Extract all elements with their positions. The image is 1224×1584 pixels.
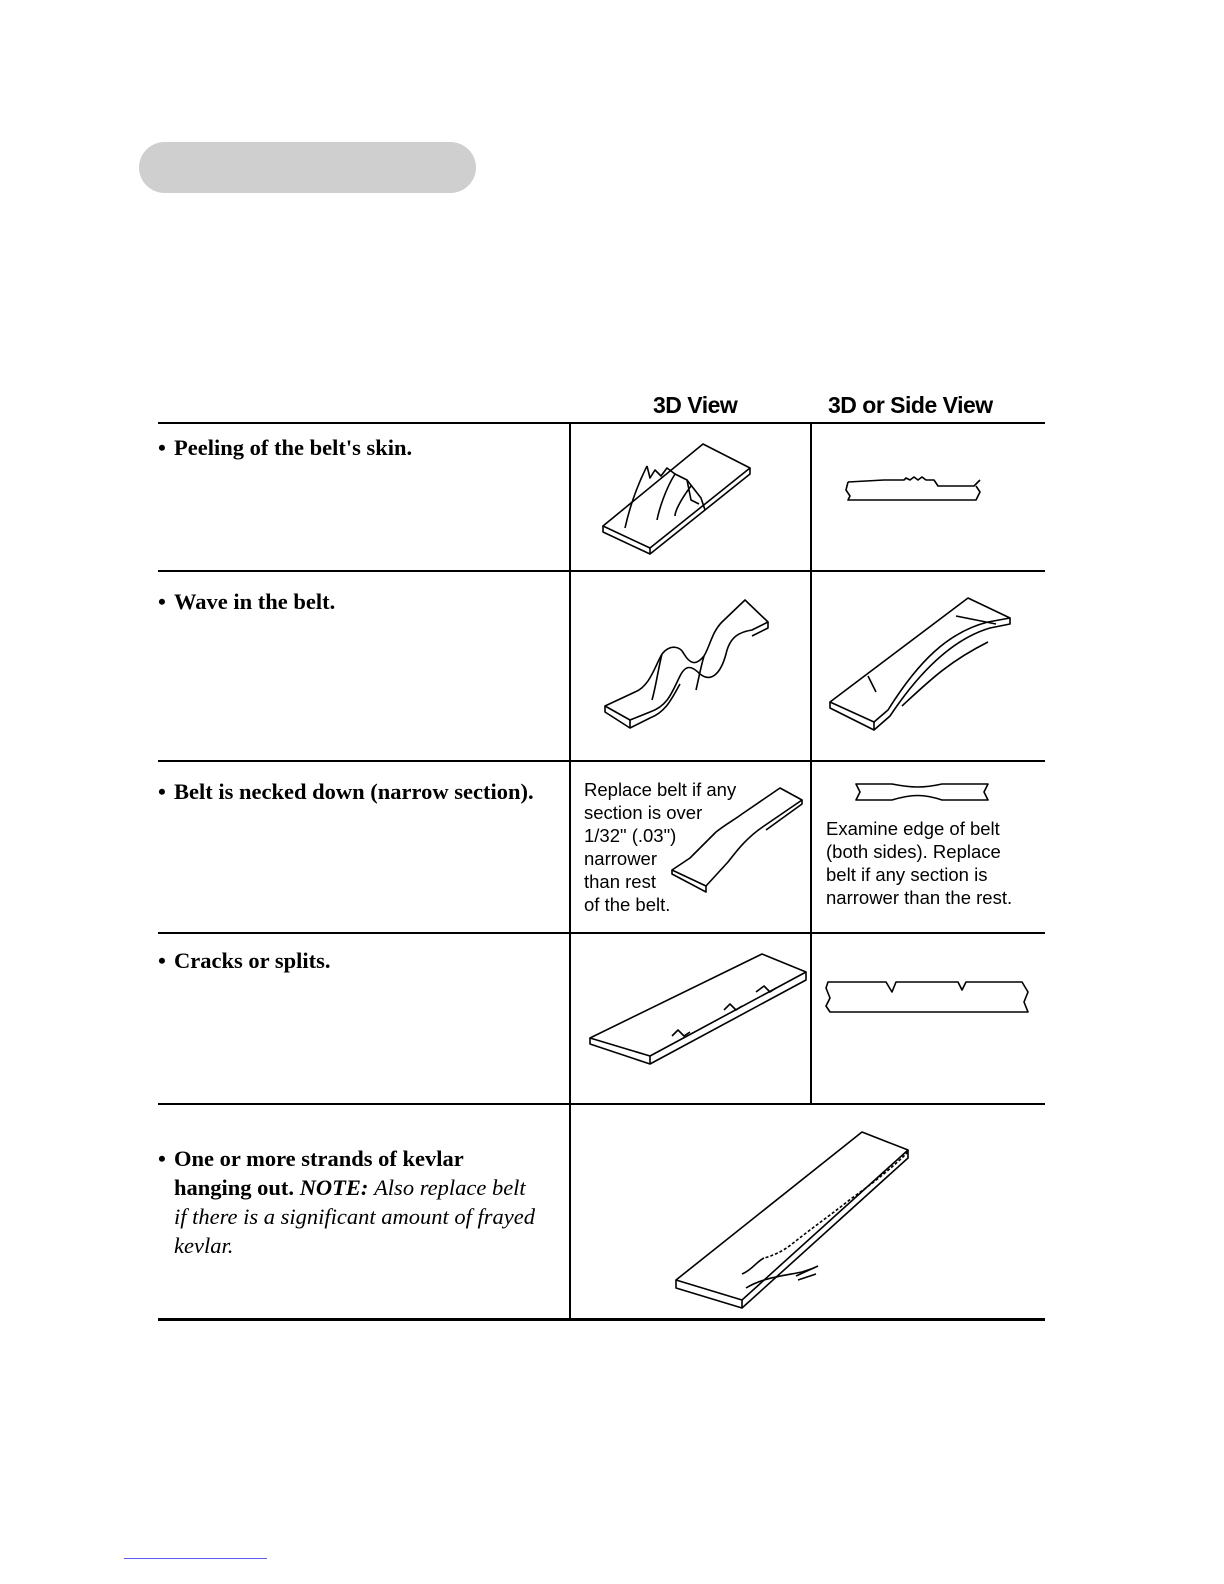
column-divider — [810, 422, 812, 1105]
wavy-belt-side-icon — [828, 592, 1018, 732]
column-divider — [569, 422, 571, 1320]
row-divider — [158, 1103, 1045, 1105]
necked-3d-instructions: Replace belt if any section is over 1/32" (.03") narrower than rest of the belt. — [584, 779, 737, 915]
necked-belt-side-icon — [852, 780, 992, 806]
issue-cracks: • Cracks or splits. — [158, 948, 331, 973]
necked-side-instructions: Examine edge of belt (both sides). Replace belt if any section is narrower than the rest. — [826, 818, 1013, 908]
issue-peeling: • Peeling of the belt's skin. — [158, 435, 413, 460]
column-header-3d-view: 3D View — [653, 392, 738, 418]
row-divider — [158, 760, 1045, 762]
column-header-3d-or-side-view: 3D or Side View — [828, 392, 993, 418]
table-bottom-rule — [158, 1318, 1045, 1321]
cracked-belt-3d-icon — [588, 952, 810, 1067]
section-header-pill — [139, 142, 476, 193]
issue-wave: • Wave in the belt. — [158, 589, 336, 614]
table-top-rule — [158, 422, 1045, 424]
issue-kevlar: • One or more strands of kevlar hanging out. NOTE: Also replace belt if there is a significant amount of frayed kevlar. — [158, 1146, 536, 1258]
frayed-kevlar-belt-icon — [672, 1128, 922, 1312]
cracked-belt-side-icon — [822, 978, 1032, 1016]
footer-link-underline — [124, 1558, 267, 1559]
row-divider — [158, 932, 1045, 934]
issue-necked-down: • Belt is necked down (narrow section). — [158, 779, 534, 804]
peeling-belt-3d-icon — [595, 440, 760, 555]
peeling-belt-side-icon — [844, 474, 984, 504]
necked-belt-3d-icon — [670, 784, 810, 894]
row-divider — [158, 570, 1045, 572]
wavy-belt-3d-icon — [600, 596, 770, 736]
